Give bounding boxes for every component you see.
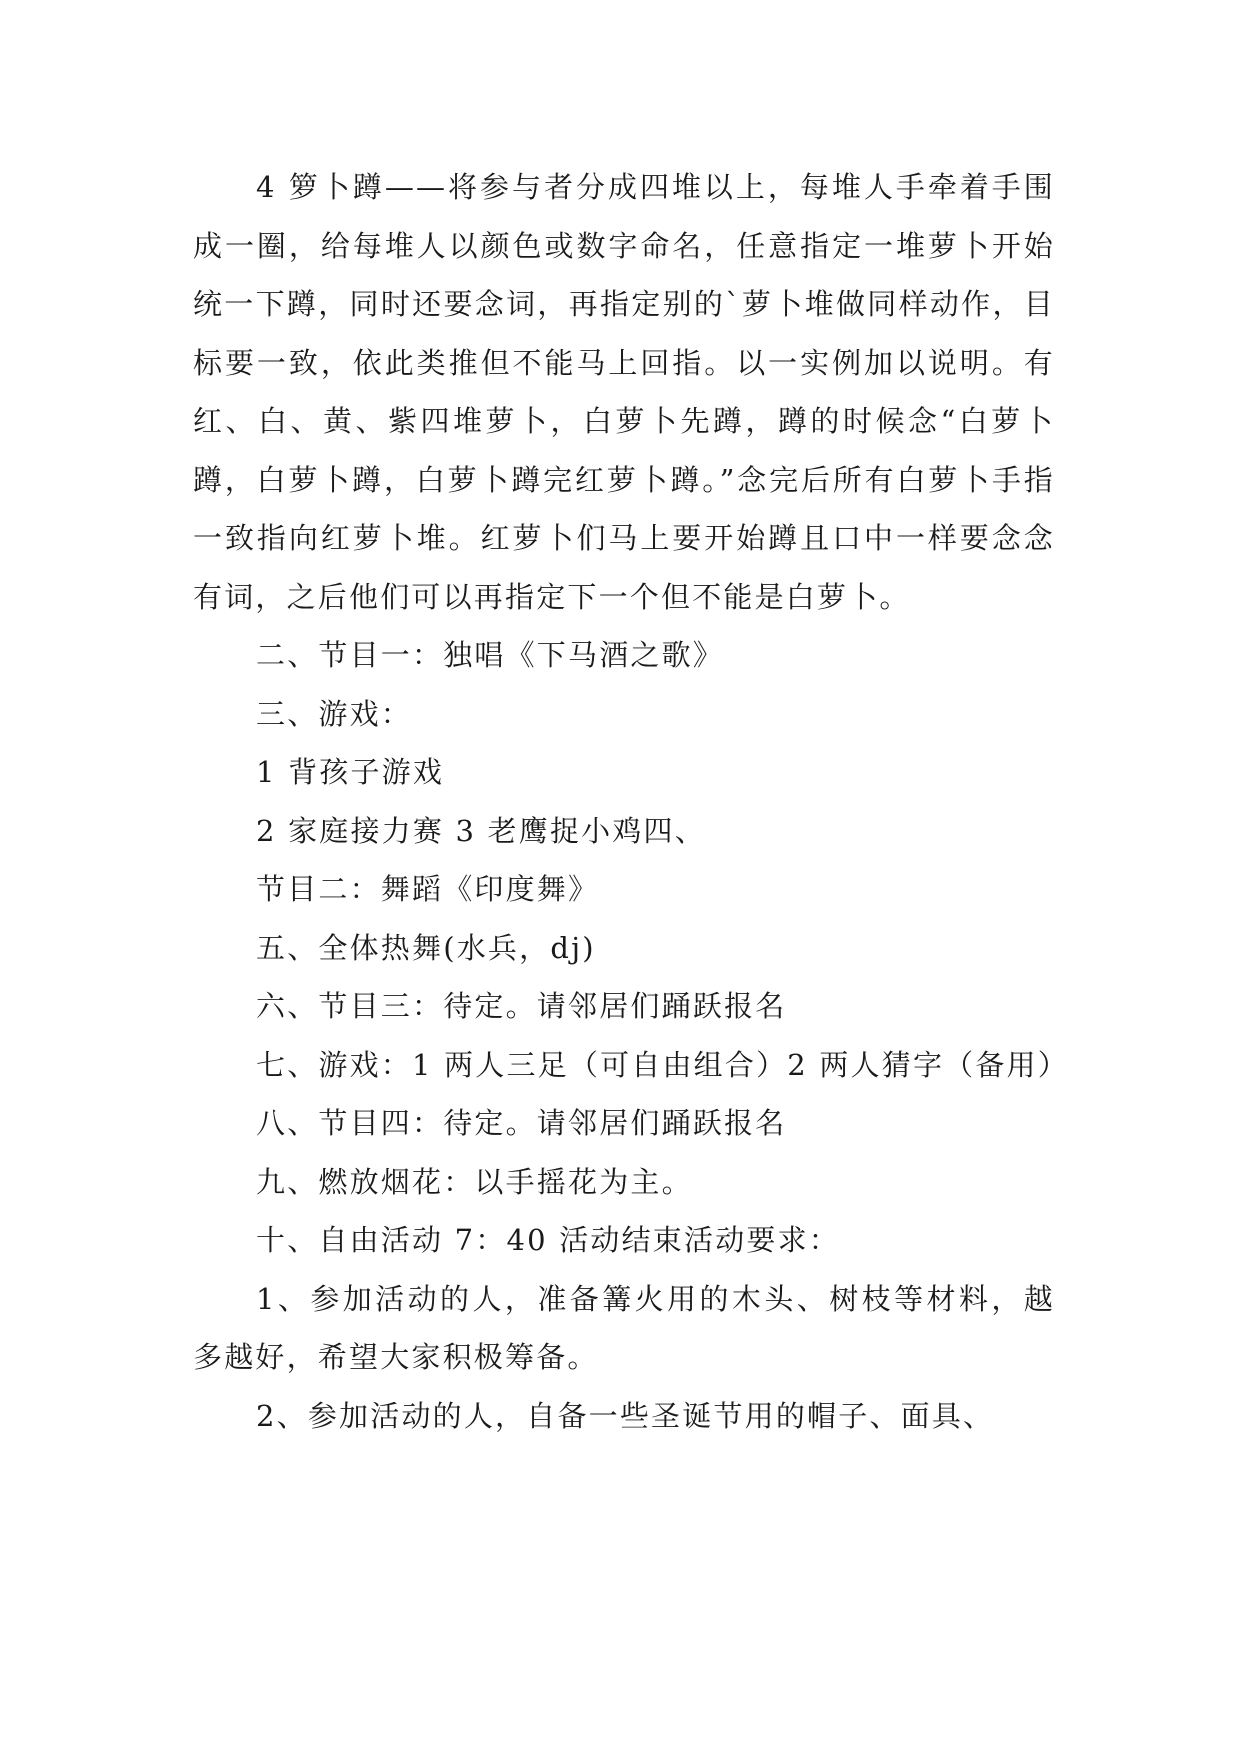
paragraph-radish-squat-game: 4 箩卜蹲——将参与者分成四堆以上，每堆人手牵着手围成一圈，给每堆人以颜色或数字命名，任意指定一堆萝卜开始统一下蹲，同时还要念词，再指定别的`萝卜堆做同样动作，目标要一致，依此类推但不能马上回指。以一实例加以说明。有红、白、黄、紫四堆萝卜，白萝卜先蹲，蹲的时候念“白萝卜蹲，白萝卜蹲，白萝卜蹲完红萝卜蹲。”念完后所有白萝卜手指一致指向红萝卜堆。红萝卜们马上要开始蹲且口中一样要念念有词，之后他们可以再指定下一个但不能是白萝卜。 [193, 170, 1055, 614]
paragraph-game-piggyback: 1 背孩子游戏 [256, 755, 445, 789]
document-page [193, 158, 1069, 1445]
paragraph-requirement-one: 1、参加活动的人，准备篝火用的木头、树枝等材料，越多越好，希望大家积极筹备。 [193, 1281, 1055, 1374]
paragraph-free-activity: 十、自由活动 7：40 活动结束活动要求： [256, 1223, 840, 1257]
paragraph-program-two: 节目二：舞蹈《印度舞》 [256, 872, 600, 906]
paragraph-games-seven: 七、游戏：1 两人三足（可自由组合）2 两人猜字（备用） [256, 1047, 1069, 1082]
paragraph-fireworks: 九、燃放烟花：以手摇花为主。 [256, 1164, 693, 1199]
paragraph-game-relay: 2 家庭接力赛 3 老鹰捉小鸡四、 [256, 813, 706, 848]
paragraph-program-one: 二、节目一：独唱《下马酒之歌》 [256, 638, 725, 672]
paragraph-requirement-two: 2、参加活动的人，自备一些圣诞节用的帽子、面具、 [256, 1398, 995, 1433]
paragraph-games-heading: 三、游戏： [256, 696, 413, 731]
paragraph-program-three: 六、节目三：待定。请邻居们踊跃报名 [256, 989, 787, 1023]
paragraph-group-dance: 五、全体热舞(水兵，dj) [256, 930, 596, 965]
paragraph-program-four: 八、节目四：待定。请邻居们踊跃报名 [256, 1106, 787, 1140]
